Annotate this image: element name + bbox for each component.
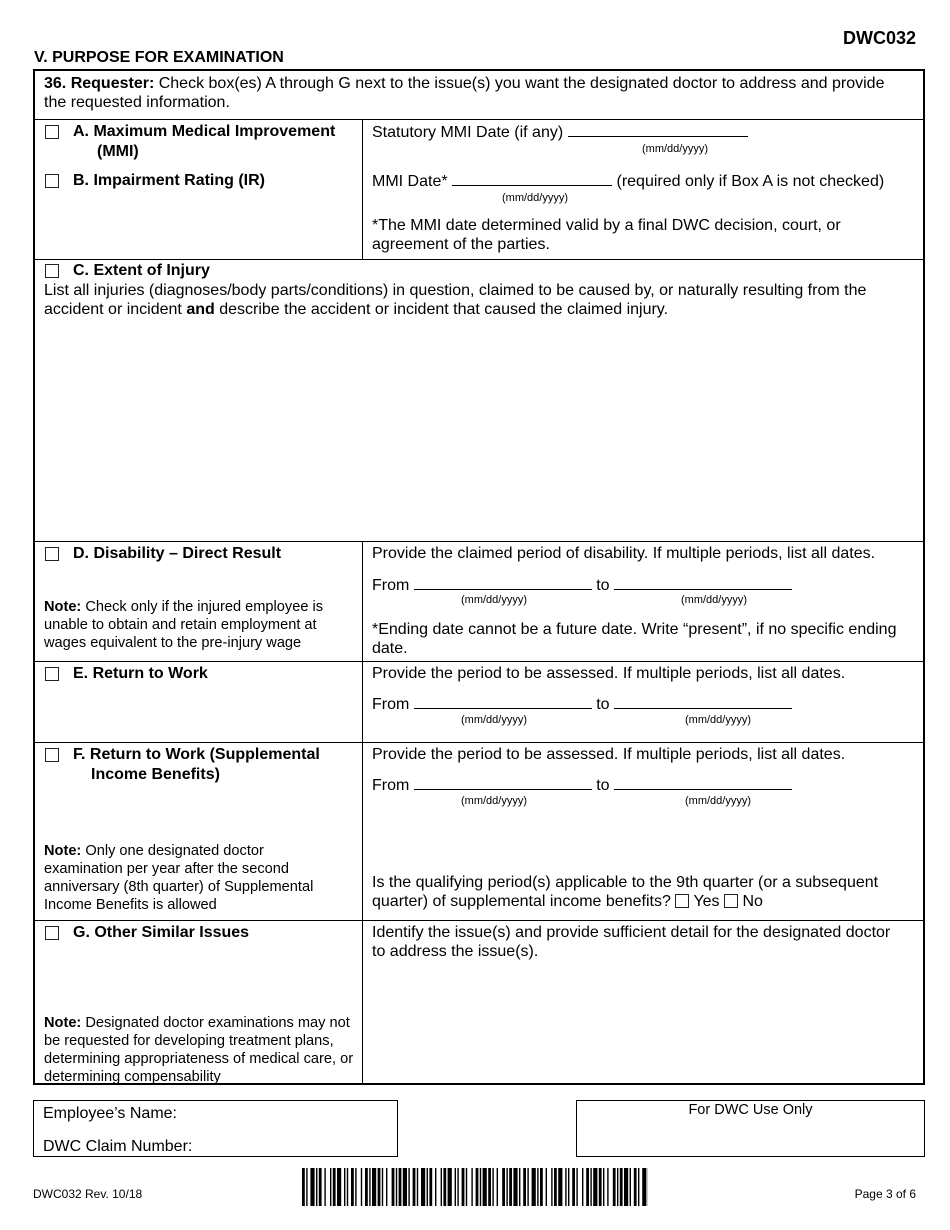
checkbox-a[interactable] <box>45 125 59 139</box>
checkbox-g[interactable] <box>45 926 59 940</box>
no-checkbox[interactable] <box>724 894 738 908</box>
extent-instructions: List all injuries (diagnoses/body parts/conditions) in question, claimed to be caused by, or naturally resulting from the accident or incident and describe the accident or incident that caused the claimed injury. <box>44 282 867 318</box>
date-hint: (mm/dd/yyyy) <box>461 594 527 606</box>
date-hint: (mm/dd/yyyy) <box>685 714 751 726</box>
label-c: C. Extent of Injury <box>73 262 210 279</box>
prompt-g: Identify the issue(s) and provide sufficient detail for the designated doctor to address the issue(s). <box>372 924 891 960</box>
from-date-e[interactable] <box>414 694 592 709</box>
to-date-f[interactable] <box>614 775 792 790</box>
label-f-line1: F. Return to Work (Supplemental <box>73 746 320 763</box>
note-f: Note: Only one designated doctor examination per year after the second anniversary (8th quarter) of Supplemental Income Benefits is allowed <box>44 843 314 913</box>
to-date-e[interactable] <box>614 694 792 709</box>
label-e: E. Return to Work <box>73 665 208 682</box>
sib-question: Is the qualifying period(s) applicable to the 9th quarter (or a subsequent quarter) of supplemental income benefits? Yes No <box>372 874 879 910</box>
period-f: From to <box>372 775 792 795</box>
label-a-line1: A. Maximum Medical Improvement <box>73 123 336 140</box>
dwc-use-label: For DWC Use Only <box>688 1102 813 1118</box>
extent-of-injury-area[interactable] <box>44 326 914 531</box>
other-issues-area[interactable] <box>372 966 912 1076</box>
label-b: B. Impairment Rating (IR) <box>73 172 266 189</box>
note-g: Note: Designated doctor examinations may not be requested for developing treatment plans, determining appropriateness of medical care, or determining compensability <box>44 1015 354 1085</box>
label-a-line2: (MMI) <box>97 143 139 160</box>
date-hint: (mm/dd/yyyy) <box>461 714 527 726</box>
from-date-f[interactable] <box>414 775 592 790</box>
dwc-use-box <box>576 1100 925 1157</box>
revision: DWC032 Rev. 10/18 <box>33 1187 143 1201</box>
purpose-table <box>33 69 925 1085</box>
prompt-e: Provide the period to be assessed. If multiple periods, list all dates. <box>372 665 846 682</box>
label-d: D. Disability – Direct Result <box>73 545 282 562</box>
checkbox-f[interactable] <box>45 748 59 762</box>
page-number: Page 3 of 6 <box>854 1187 916 1201</box>
date-hint: (mm/dd/yyyy) <box>681 594 747 606</box>
mmi-note: *The MMI date determined valid by a final DWC decision, court, or agreement of the parties. <box>372 217 841 253</box>
section-title: V. PURPOSE FOR EXAMINATION <box>34 49 284 66</box>
period-e: From to <box>372 694 792 714</box>
yes-checkbox[interactable] <box>675 894 689 908</box>
date-hint: (mm/dd/yyyy) <box>502 192 568 204</box>
employee-name-label: Employee’s Name: <box>43 1105 177 1122</box>
claim-number-label: DWC Claim Number: <box>43 1138 193 1155</box>
date-hint: (mm/dd/yyyy) <box>685 795 751 807</box>
date-hint: (mm/dd/yyyy) <box>642 143 708 155</box>
checkbox-b[interactable] <box>45 174 59 188</box>
label-f-line2: Income Benefits) <box>91 766 220 783</box>
period-d: From to <box>372 575 792 595</box>
mmi-date-label: MMI Date* (required only if Box A is not checked) <box>372 173 885 190</box>
prompt-f: Provide the period to be assessed. If multiple periods, list all dates. <box>372 746 846 763</box>
checkbox-d[interactable] <box>45 547 59 561</box>
statutory-mmi-date-field[interactable] <box>568 122 748 137</box>
checkbox-c[interactable] <box>45 264 59 278</box>
checkbox-e[interactable] <box>45 667 59 681</box>
form-id: DWC032 <box>842 28 916 48</box>
employee-info-box <box>33 1100 398 1157</box>
prompt-d: Provide the claimed period of disability. If multiple periods, list all dates. <box>372 545 876 562</box>
mmi-date-field[interactable] <box>452 171 612 186</box>
to-date-d[interactable] <box>614 575 792 590</box>
from-date-d[interactable] <box>414 575 592 590</box>
statutory-mmi-date-label: Statutory MMI Date (if any) <box>372 122 748 142</box>
date-hint: (mm/dd/yyyy) <box>461 795 527 807</box>
note-d: Note: Check only if the injured employee is unable to obtain and retain employment at wages equivalent to the pre-injury wage <box>44 599 324 651</box>
label-g: G. Other Similar Issues <box>73 924 250 941</box>
requester-instructions: 36. Requester: Check box(es) A through G next to the issue(s) you want the designated doctor to address and provide the requested information. <box>44 75 885 111</box>
footnote-d: *Ending date cannot be a future date. Write “present”, if no specific ending date. <box>372 621 897 657</box>
barcode <box>302 1168 648 1206</box>
